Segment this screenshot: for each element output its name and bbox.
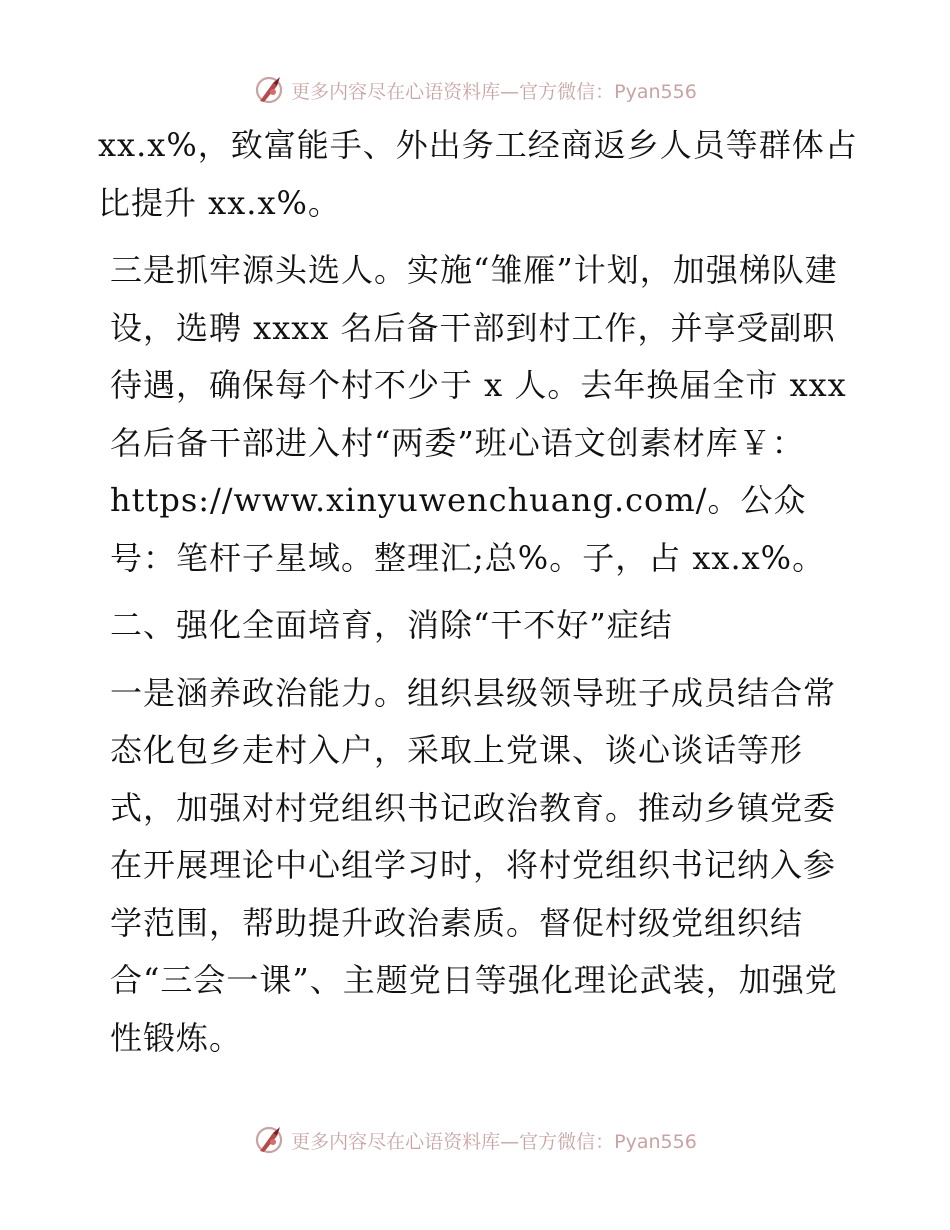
footer-watermark: [0, 1120, 950, 1160]
paragraph-2: 三是抓牢源头选人。实施“雏雁”计划，加强梯队建设，选聘 xxxx 名后备干部到村工作，并享受副职待遇，确保每个村不少于 x 人。去年换届全市 xxx 名后备干部进入村“两委”班心语文创素材库￥：https://www.xinyuwenchuang.com/。公众号：笔杆子星域。整理汇;总%。子，占 xx.x%。: [110, 251, 847, 577]
header-watermark-text: 更多内容尽在心语资料库—官方微信：Pyan556: [291, 80, 697, 103]
footer-watermark-text: 更多内容尽在心语资料库—官方微信：Pyan556: [291, 1130, 697, 1153]
quill-pen-logo-icon: [253, 74, 285, 106]
paragraph-1: xx.x%，致富能手、外出务工经商返乡人员等群体占比提升 xx.x%。: [98, 126, 858, 222]
quill-pen-logo-icon: [253, 1124, 285, 1156]
header-watermark: [0, 70, 950, 110]
document-body: [98, 117, 858, 1077]
section-heading: 二、强化全面培育，消除“干不好”症结: [110, 606, 673, 644]
paragraph-3: 一是涵养政治能力。组织县级领导班子成员结合常态化包乡走村入户，采取上党课、谈心谈话等形式，加强对村党组织书记政治教育。推动乡镇党委在开展理论中心组学习时，将村党组织书记纳入参学范围，帮助提升政治素质。督促村级党组织结合“三会一课”、主题党日等强化理论武装，加强党性锻炼。: [110, 673, 838, 1057]
